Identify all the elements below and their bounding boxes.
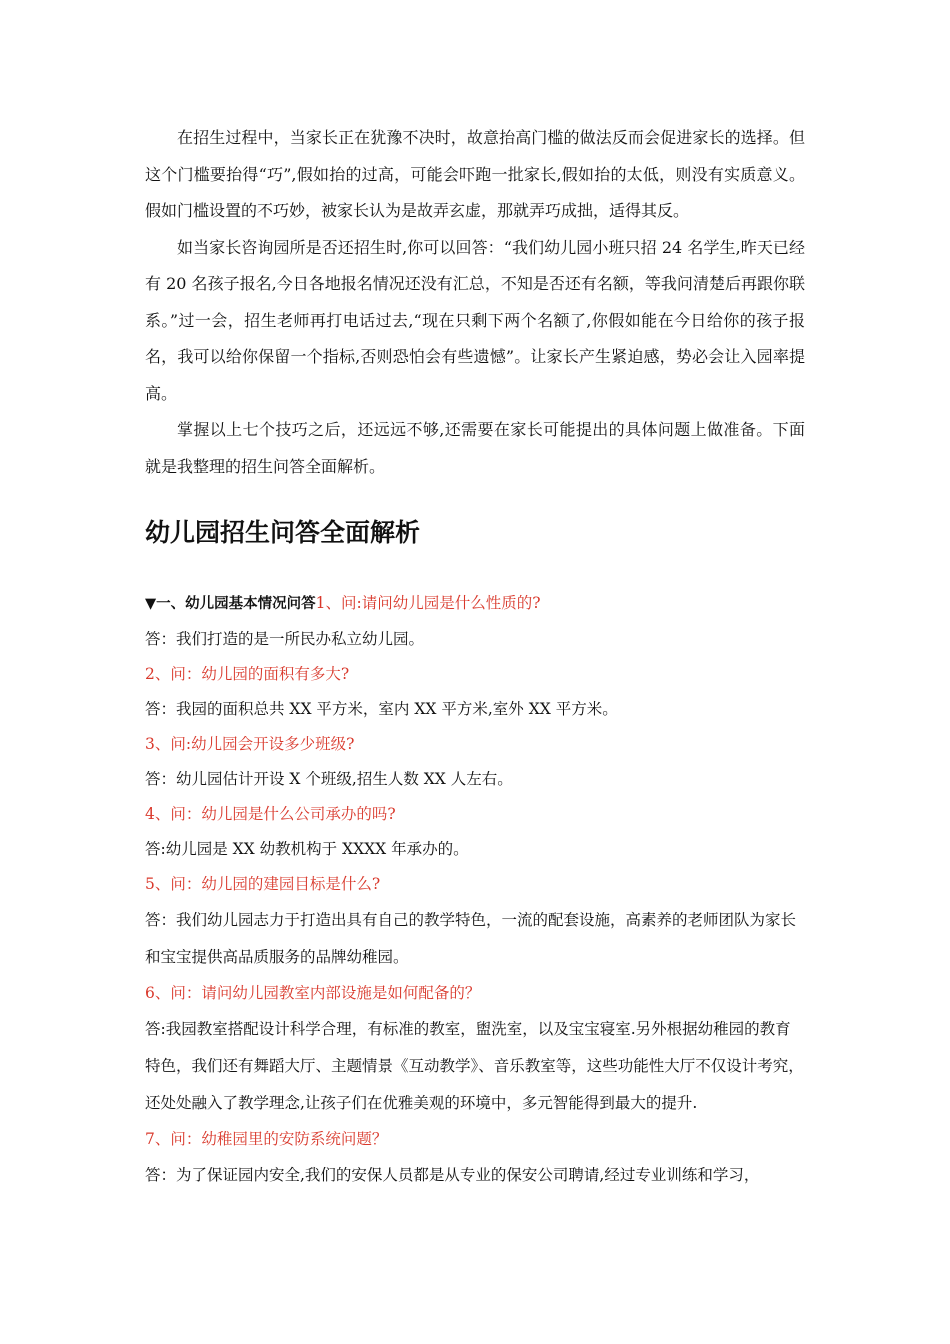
question-6: 6、问：请问幼儿园教室内部设施是如何配备的？ bbox=[145, 984, 481, 1002]
intro-paragraph-3: 掌握以上七个技巧之后，还远远不够,还需要在家长可能提出的具体问题上做准备。下面就是我整理的招生问答全面解析。 bbox=[145, 420, 805, 476]
answer-6: 答:我园教室搭配设计科学合理，有标准的教室，盥洗室，以及宝宝寝室.另外根据幼稚园的教育特色，我们还有舞蹈大厅、主题情景《互动教学》、音乐教室等，这些功能性大厅不仅设计考究，还处处融入了教学理念,让孩子们在优雅美观的环境中，多元智能得到最大的提升. bbox=[145, 1020, 804, 1112]
answer-2: 答：我园的面积总共 XX 平方米，室内 XX 平方米,室外 XX 平方米。 bbox=[145, 700, 618, 718]
answer-7: 答：为了保证园内安全,我们的安保人员都是从专业的保安公司聘请,经过专业训练和学习， bbox=[145, 1166, 760, 1184]
qa-list bbox=[145, 586, 813, 1194]
section-label: ▼一、幼儿园基本情况问答 bbox=[145, 596, 316, 612]
answer-4: 答:幼儿园是 XX 幼教机构于 XXXX 年承办的。 bbox=[145, 840, 469, 858]
question-2: 2、问：幼儿园的面积有多大? bbox=[145, 665, 350, 683]
question-1: 1、问:请问幼儿园是什么性质的? bbox=[315, 594, 541, 612]
section-heading: 幼儿园招生问答全面解析 bbox=[145, 518, 421, 547]
question-4: 4、问：幼儿园是什么公司承办的吗? bbox=[145, 805, 396, 823]
intro-paragraph-2: 如当家长咨询园所是否还招生时,你可以回答：“我们幼儿园小班只招 24 名学生,昨天已经有 20 名孩子报名,今日各地报名情况还没有汇总，不知是否还有名额，等我问清楚后再跟你联系。”过一会，招生老师再打电话过去,“现在只剩下两个名额了,你假如能在今日给你的孩子报名，我可以给你保留一个指标,否则恐怕会有些遗憾”。让家长产生紧迫感，势必会让入园率提高。 bbox=[145, 237, 805, 403]
question-7: 7、问：幼稚园里的安防系统问题？ bbox=[145, 1130, 388, 1148]
question-5: 5、问：幼儿园的建园目标是什么? bbox=[145, 875, 381, 893]
answer-5: 答：我们幼儿园志力于打造出具有自己的教学特色，一流的配套设施，高素养的老师团队为家长和宝宝提供高品质服务的品牌幼稚园。 bbox=[145, 911, 797, 966]
intro-paragraph-1: 在招生过程中，当家长正在犹豫不决时，故意抬高门槛的做法反而会促进家长的选择。但这个门槛要抬得“巧”,假如抬的过高，可能会吓跑一批家长,假如抬的太低，则没有实质意义。假如门槛设置的不巧妙，被家长认为是故弄玄虚，那就弄巧成拙，适得其反。 bbox=[145, 128, 805, 220]
question-3: 3、问:幼儿园会开设多少班级? bbox=[145, 735, 355, 753]
intro-text bbox=[145, 120, 805, 485]
answer-1: 答：我们打造的是一所民办私立幼儿园。 bbox=[145, 630, 425, 648]
qa-question-line bbox=[145, 586, 813, 622]
answer-3: 答：幼儿园估计开设 X 个班级,招生人数 XX 人左右。 bbox=[145, 770, 513, 788]
